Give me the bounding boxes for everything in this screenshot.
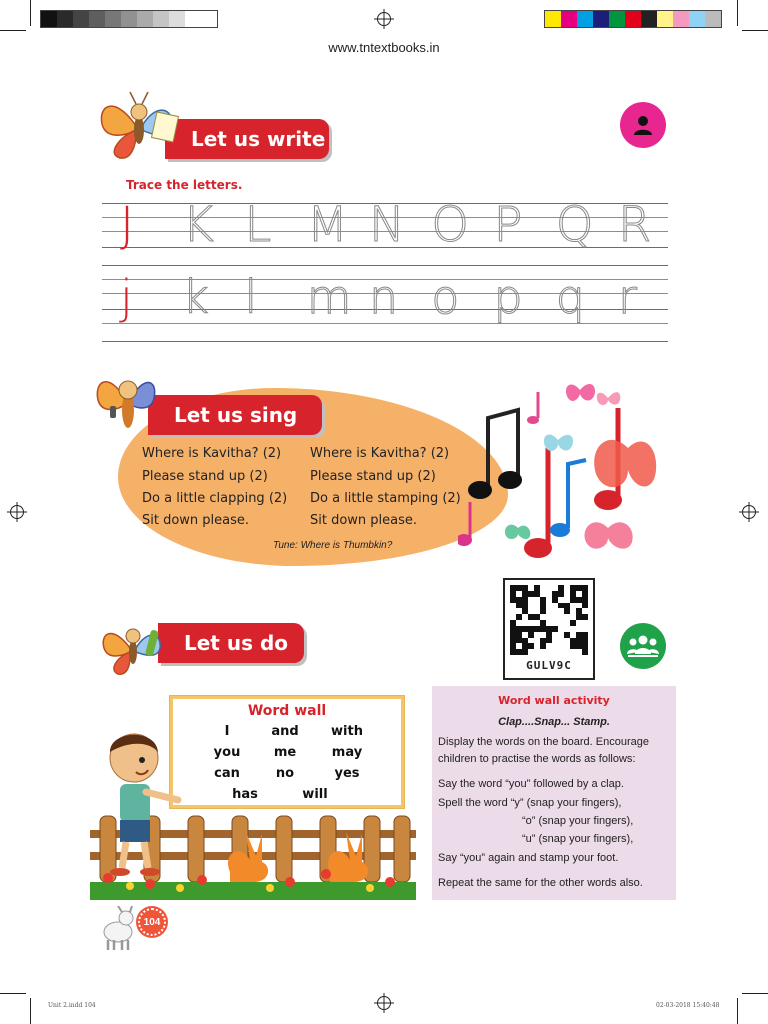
word-wall-word: can xyxy=(214,766,240,781)
trace-letter: o xyxy=(431,270,460,324)
activity-line: children to practise the words as follows: xyxy=(438,753,636,765)
butterfly-singing-mascot-icon xyxy=(94,366,158,440)
trace-letter: j xyxy=(120,270,133,324)
page-number-badge: 104 xyxy=(138,908,166,936)
trace-letter: n xyxy=(369,270,399,324)
word-wall-board xyxy=(170,696,404,808)
word-wall-activity-box xyxy=(432,686,676,900)
song-line-right: Where is Kavitha? (2) xyxy=(310,446,450,461)
song-tune-note: Tune: Where is Thumbkin? xyxy=(273,540,393,551)
goat-mascot-icon xyxy=(98,906,138,950)
group-icon xyxy=(626,634,660,658)
individual-activity-badge xyxy=(620,102,666,148)
word-wall-word: no xyxy=(275,766,295,781)
word-wall-word: me xyxy=(273,745,297,760)
boy-pointing-illustration xyxy=(100,728,190,878)
word-wall-word: with xyxy=(331,724,363,739)
trace-letter: Q xyxy=(555,197,594,253)
song-line-right: Do a little stamping (2) xyxy=(310,491,461,506)
trace-letter: J xyxy=(120,197,135,253)
butterfly-mascot-icon xyxy=(100,620,164,676)
song-line-left: Please stand up (2) xyxy=(142,469,268,484)
activity-line: Say “you” again and stamp your foot. xyxy=(438,852,619,864)
music-notes-butterflies-illustration xyxy=(458,378,658,566)
word-wall-word: and xyxy=(271,724,299,739)
grayscale-color-bar xyxy=(40,10,218,28)
word-wall-word: yes xyxy=(334,766,360,781)
trim-mark xyxy=(0,30,26,31)
song-line-left: Do a little clapping (2) xyxy=(142,491,288,506)
activity-line: “o” (snap your fingers), xyxy=(522,815,634,827)
trace-letter: l xyxy=(244,270,258,324)
qr-code[interactable] xyxy=(503,578,595,680)
lowercase-tracing-area xyxy=(102,265,668,345)
song-line-left: Sit down please. xyxy=(142,513,250,528)
registration-mark-icon xyxy=(377,996,391,1010)
group-activity-badge xyxy=(620,623,666,669)
word-wall-word: may xyxy=(331,745,363,760)
footer-file-name: Unit 2.indd 104 xyxy=(48,1002,96,1009)
trim-mark xyxy=(737,998,738,1024)
trace-letter: M xyxy=(306,197,349,253)
qr-pattern xyxy=(510,585,588,655)
person-icon xyxy=(632,114,654,136)
registration-mark-icon xyxy=(10,505,24,519)
trace-letter: r xyxy=(618,270,637,324)
activity-line: “u” (snap your fingers), xyxy=(522,833,634,845)
trim-mark xyxy=(0,993,26,994)
activity-title: Word wall activity xyxy=(498,694,610,707)
trace-letter: N xyxy=(369,197,405,253)
section-title: Let us do xyxy=(184,631,288,655)
uppercase-tracing-area xyxy=(102,197,668,255)
footer-timestamp: 02-03-2018 15:40:48 xyxy=(656,1002,720,1009)
song-line-left: Where is Kavitha? (2) xyxy=(142,446,282,461)
butterfly-mascot-icon xyxy=(96,90,182,162)
activity-subtitle: Clap....Snap... Stamp. xyxy=(498,716,610,728)
trace-letter: k xyxy=(182,270,209,324)
activity-line: Repeat the same for the other words also. xyxy=(438,877,643,889)
trim-mark xyxy=(737,0,738,26)
registration-mark-icon xyxy=(742,505,756,519)
word-wall-word: will xyxy=(302,787,328,802)
word-wall-word: has xyxy=(232,787,258,802)
trace-letter: R xyxy=(618,197,652,253)
trim-mark xyxy=(30,0,31,26)
section-title: Let us write xyxy=(191,127,326,151)
qr-code-text: GULV9C xyxy=(526,659,572,672)
section-banner-do xyxy=(158,623,304,663)
section-banner-write xyxy=(165,119,329,159)
trace-letter: m xyxy=(306,270,352,324)
trim-mark xyxy=(742,993,768,994)
registration-mark-icon xyxy=(377,12,391,26)
trace-letter: p xyxy=(493,270,523,324)
word-wall-title: Word wall xyxy=(247,703,327,719)
section-title: Let us sing xyxy=(174,403,298,427)
song-line-right: Sit down please. xyxy=(310,513,418,528)
trace-letter: P xyxy=(493,197,523,253)
trace-letter: L xyxy=(244,197,272,253)
trace-letter: O xyxy=(431,197,470,253)
word-wall-word: you xyxy=(213,745,241,760)
activity-line: Say the word “you” followed by a clap. xyxy=(438,778,624,790)
website-url[interactable]: www.tntextbooks.in xyxy=(328,40,440,55)
activity-line: Spell the word “y” (snap your fingers), xyxy=(438,797,622,809)
trace-letter: q xyxy=(555,270,585,324)
trace-instruction: Trace the letters. xyxy=(126,178,243,192)
section-banner-sing xyxy=(148,395,322,435)
word-wall-word: I xyxy=(224,724,230,739)
trim-mark xyxy=(30,998,31,1024)
song-line-right: Please stand up (2) xyxy=(310,469,436,484)
activity-line: Display the words on the board. Encourage xyxy=(438,736,649,748)
trace-letter: K xyxy=(182,197,214,253)
cmyk-color-bar xyxy=(544,10,722,28)
trim-mark xyxy=(742,30,768,31)
